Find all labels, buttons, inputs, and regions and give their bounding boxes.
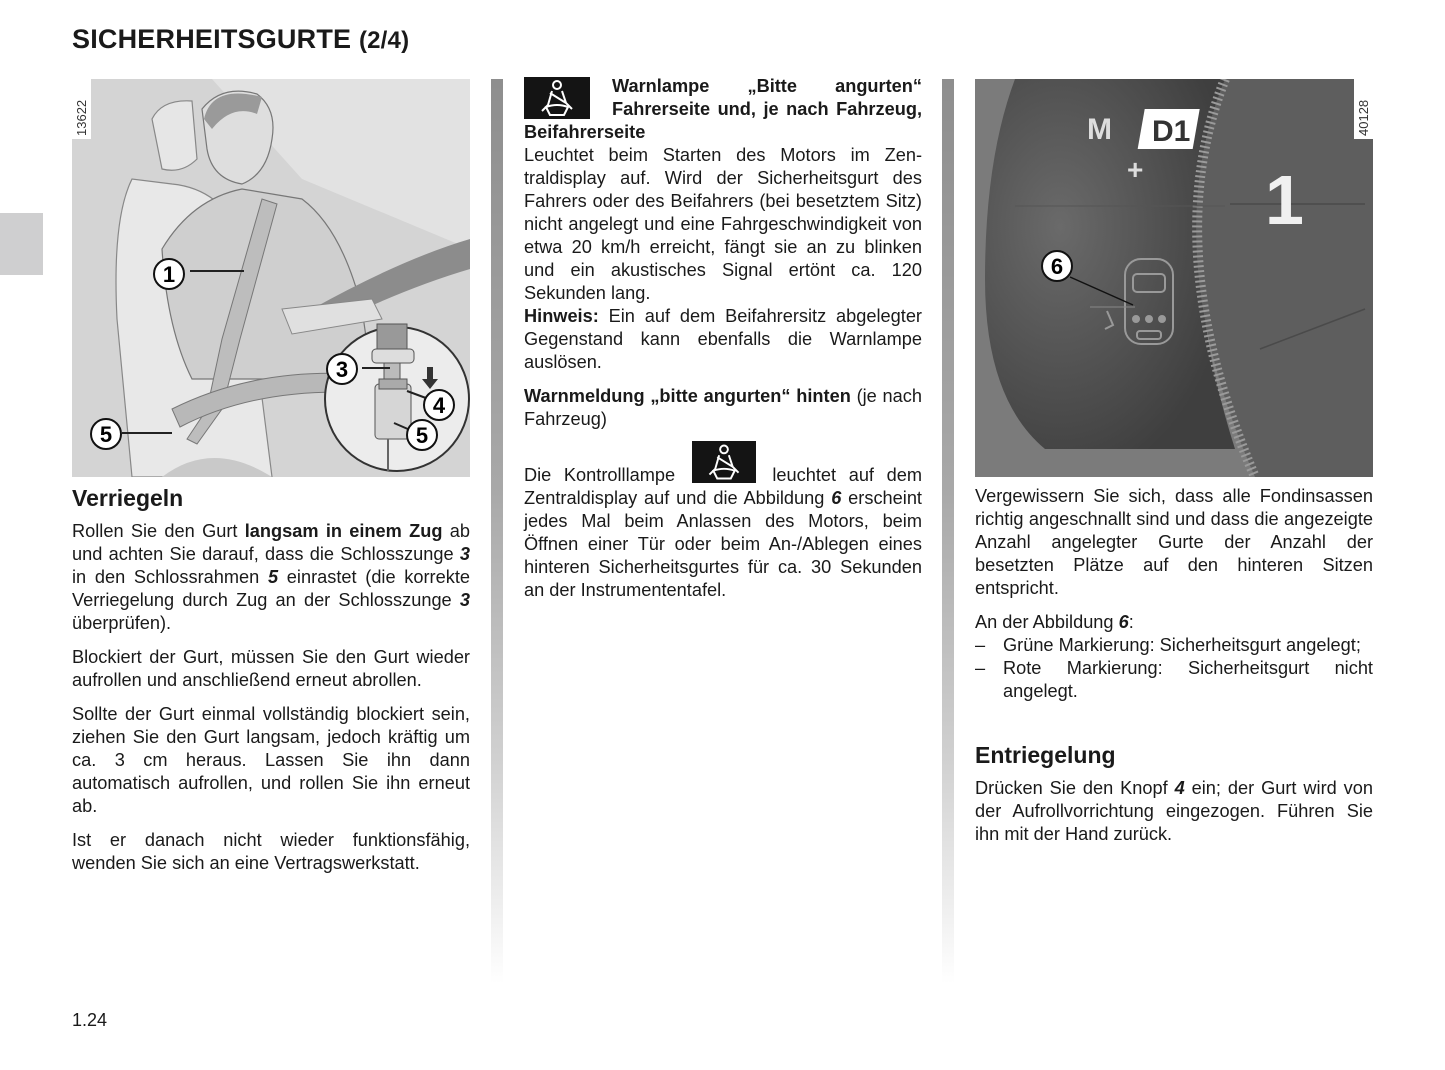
text: leuchtet auf dem Zentraldisplay auf und die Abbildung [524, 465, 922, 508]
list-item: – Rote Markierung: Sicherheitsgurt nicht angelegt. [975, 657, 1373, 703]
paragraph [524, 461, 922, 602]
page-title [72, 24, 409, 55]
section-heading-verriegeln: Verriegeln [72, 485, 184, 511]
callout-4 [424, 390, 454, 420]
text: Die Kontrolllampe [524, 465, 688, 485]
plus-indicator: + [1127, 154, 1144, 185]
reference-number: 3 [459, 590, 470, 610]
text: überprüfen). [72, 613, 172, 633]
list-item: – Grüne Markierung: Sicherheitsgurt angelegt; [975, 634, 1373, 657]
callout-5 [91, 419, 121, 449]
text: ab und achten Sie darauf, dass die Schlosszunge [72, 521, 470, 564]
column-divider [942, 79, 954, 984]
callout-layer [72, 79, 470, 477]
seatbelt-illustration [72, 79, 470, 477]
seatbelt-warning-icon [524, 77, 590, 119]
text: : [1128, 612, 1134, 632]
rear-warning-heading [524, 385, 922, 431]
instrument-panel-illustration [975, 79, 1373, 477]
figure-number: 40128 [1354, 79, 1373, 139]
paragraph [72, 520, 470, 635]
note-paragraph [524, 305, 922, 374]
paragraph: Sollte der Gurt einmal vollständig blockiert sein, ziehen Sie den Gurt langsam, jedoch kräftig um ca. 3 cm heraus. Lassen Sie ihn dann automatisch aufrollen, und rollen Sie ihn erneut ab. [72, 704, 470, 816]
note-text: Ein auf dem Beifahrersitz abgelegter Gegenstand kann ebenfalls die Warnlampe auslösen. [524, 306, 922, 372]
gear-indicator: D1 [1152, 115, 1191, 148]
marking-list [975, 634, 1373, 703]
text: erscheint jedes Mal beim Anlassen des Motors, beim Öffnen einer Tür oder beim An-/Ablegen eines hinteren Sicherheitsgurtes für ca. 30 Sekunden an der Instrumententafel. [524, 488, 922, 600]
reference-number: 5 [267, 567, 279, 587]
column-divider [491, 79, 503, 984]
paragraph: Ist er danach nicht wieder funktionsfähig, wenden Sie sich an eine Vertragswerkstatt. [72, 830, 470, 873]
warning-lamp-heading: Warnlampe „Bitte angurten“ Fahrerseite und, je nach Fahrzeug, Beifahrerseite [524, 76, 922, 142]
gear-number: 1 [1265, 161, 1304, 239]
svg-text:1: 1 [162, 262, 176, 287]
middle-column [524, 75, 922, 613]
svg-text:5: 5 [99, 422, 113, 447]
reference-number: 6 [831, 488, 842, 508]
paragraph [975, 777, 1373, 846]
chapter-tab-marker [0, 213, 43, 275]
page-number: 1.24 [72, 1010, 108, 1030]
section-heading-entriegelung: Entriegelung [975, 742, 1116, 768]
callout-5-inset [407, 420, 437, 450]
text: Drücken Sie den Knopf [975, 778, 1175, 798]
bold-text: Warnmeldung „bitte angurten“ hinten [524, 386, 851, 406]
callout-1 [154, 259, 184, 289]
text: ein; der Gurt wird von der Aufrollvorrichtung eingezogen. Führen Sie ihn mit der Hand zurück. [975, 778, 1373, 844]
mode-indicator: M [1087, 113, 1112, 146]
paragraph: Vergewissern Sie sich, dass alle Fondinsassen richtig angeschnallt sind und dass die angezeigte Anzahl angelegter Gurte der Anzahl der besetzten Plätze auf den hinteren Sitzen entspricht. [975, 486, 1373, 598]
page-title-part: (2/4) [358, 27, 410, 54]
svg-text:4: 4 [432, 393, 446, 418]
page-title-main: SICHERHEITSGURTE [72, 24, 352, 54]
text: Rollen Sie den Gurt [72, 521, 245, 541]
reference-number: 6 [1118, 612, 1129, 632]
text: einrastet (die korrekte Verriegelung durch Zug an der Schlosszunge [72, 567, 470, 610]
reference-number: 3 [459, 544, 470, 564]
bold-text: langsam in einem Zug [244, 521, 443, 541]
seatbelt-warning-icon [692, 441, 756, 483]
text: in den Schlossrahmen [72, 567, 268, 587]
left-column [72, 484, 470, 886]
right-column [975, 485, 1373, 857]
paragraph: Leuchtet beim Starten des Motors im Zentraldisplay auf. Wird der Sicherheitsgurt des Fahrers oder des Beifahrers (bei besetztem Sitz) nicht angelegt und eine Fahrgeschwindigkeit von etwa 20 km/h erreicht, fängt sie an zu blinken und ein akustisches Signal ertönt ca. 120 Sekunden lang. [524, 145, 922, 303]
figure-number: 13622 [72, 79, 91, 139]
callout-layer [975, 79, 1373, 477]
paragraph [975, 611, 1373, 634]
svg-text:5: 5 [415, 423, 429, 448]
callout-6 [1042, 251, 1072, 281]
warning-lamp-block [524, 75, 922, 144]
text: An der Abbildung [975, 612, 1119, 632]
text: (je nach Fahrzeug) [524, 386, 922, 429]
paragraph: Blockiert der Gurt, müssen Sie den Gurt wieder aufrollen und anschließend erneut abrollen. [72, 647, 470, 690]
callout-3 [327, 354, 357, 384]
reference-number: 4 [1174, 778, 1185, 798]
note-label: Hinweis: [524, 306, 599, 326]
svg-text:6: 6 [1050, 254, 1064, 279]
svg-text:3: 3 [335, 357, 349, 382]
